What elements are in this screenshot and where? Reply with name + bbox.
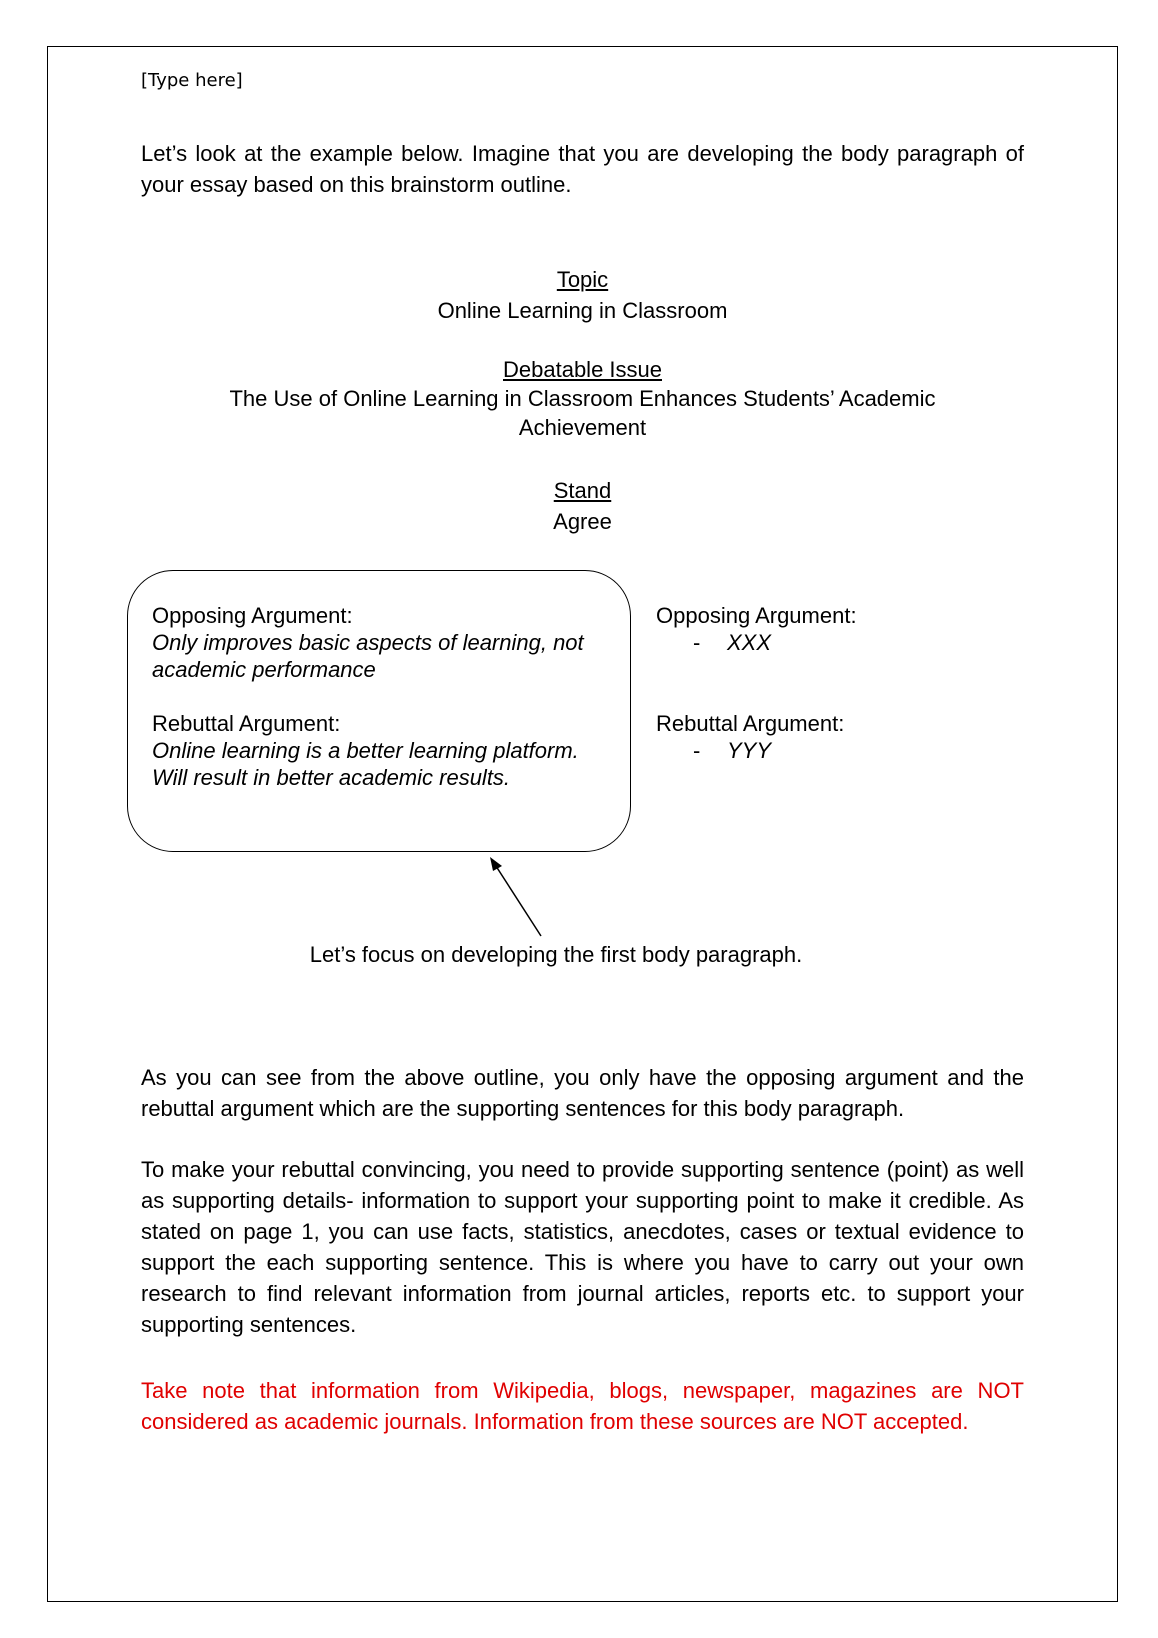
issue-section xyxy=(141,355,1024,442)
issue-line-2: Achievement xyxy=(518,415,647,440)
right-opposing-item xyxy=(656,629,1016,656)
right-rebuttal-item xyxy=(656,737,1016,764)
header-placeholder[interactable]: [Type here] xyxy=(141,70,243,91)
intro-paragraph: Let’s look at the example below. Imagine that you are developing the body paragraph of your essay based on this brainstorm outline. xyxy=(141,141,1024,197)
stand-value: Agree xyxy=(553,509,612,534)
note-paragraph: Take note that information from Wikipedia, blogs, newspaper, magazines are NOT considered as academic journals. Information from these sources are NOT accepted. xyxy=(141,1378,1024,1434)
right-rebuttal-value: YYY xyxy=(727,738,772,763)
box-rebuttal xyxy=(152,710,622,791)
box-rebuttal-label: Rebuttal Argument: xyxy=(152,711,341,736)
topic-heading: Topic xyxy=(556,267,609,292)
right-opposing xyxy=(656,602,1016,656)
issue-heading: Debatable Issue xyxy=(503,357,662,382)
stand-heading: Stand xyxy=(553,478,612,503)
dash-bullet: - xyxy=(693,630,701,655)
box-opposing-label: Opposing Argument: xyxy=(152,603,353,628)
dash-bullet: - xyxy=(693,738,701,763)
stand-section xyxy=(141,475,1024,537)
issue-line-1: The Use of Online Learning in Classroom Enhances Students’ Academic xyxy=(229,386,936,411)
paragraph-1: As you can see from the above outline, you only have the opposing argument and the rebuttal argument which are the supporting sentences for this body paragraph. xyxy=(141,1065,1024,1121)
topic-section xyxy=(141,264,1024,326)
right-opposing-label: Opposing Argument: xyxy=(656,603,857,628)
box-opposing-line-1: Only improves basic aspects of learning, not xyxy=(152,630,584,655)
right-opposing-value: XXX xyxy=(727,630,772,655)
right-rebuttal xyxy=(656,710,1016,764)
box-opposing-line-2: academic performance xyxy=(152,657,376,682)
right-rebuttal-label: Rebuttal Argument: xyxy=(656,711,845,736)
box-rebuttal-line-2: Will result in better academic results. xyxy=(152,765,511,790)
paragraph-2: To make your rebuttal convincing, you need to provide supporting sentence (point) as well as supporting details- information to support your supporting point to make it credible. As stated on page 1, you can use facts, statistics, anecdotes, cases or textual evidence to support the each supporting sentence. This is where you have to carry out your own research to find relevant information from journal articles, reports etc. to support your supporting sentences. xyxy=(141,1157,1024,1337)
focus-caption: Let’s focus on developing the first body paragraph. xyxy=(309,942,803,967)
topic-value: Online Learning in Classroom xyxy=(437,298,728,323)
box-opposing xyxy=(152,602,622,683)
box-rebuttal-line-1: Online learning is a better learning platform. xyxy=(152,738,579,763)
